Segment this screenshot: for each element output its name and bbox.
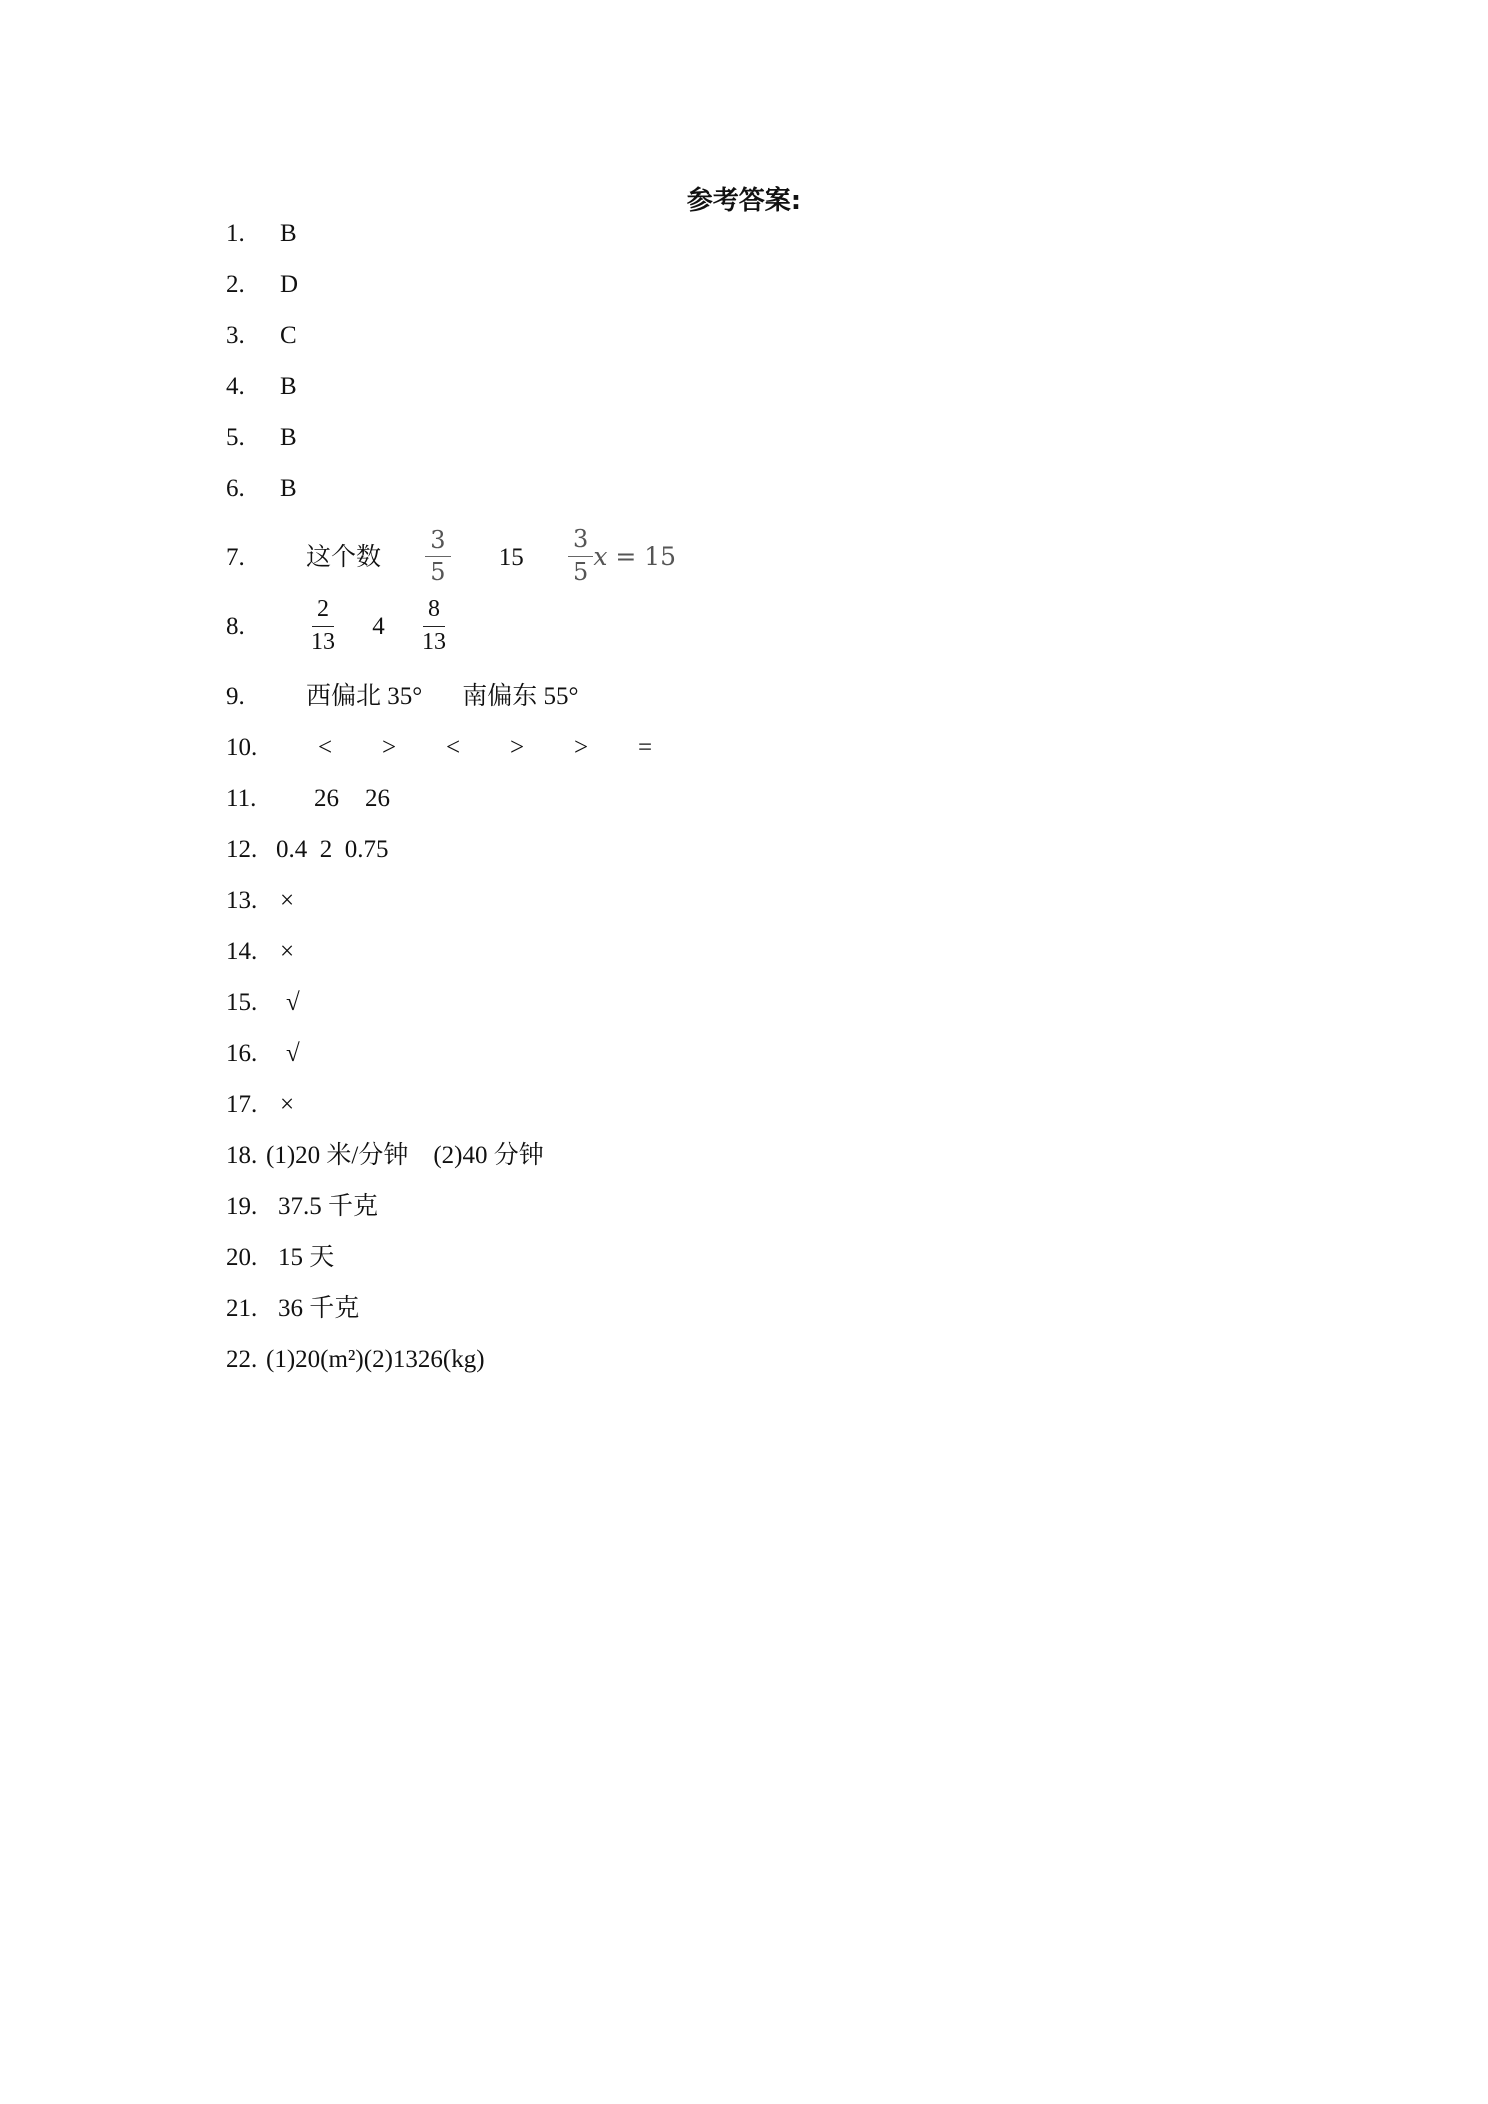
fraction xyxy=(306,596,340,656)
answer-text: (1)20 米/分钟 (2)40 分钟 xyxy=(266,1142,544,1169)
answer-20 xyxy=(226,1238,334,1278)
answer-number: 8. xyxy=(226,613,245,640)
answer-text: 36 千克 xyxy=(278,1295,360,1322)
comparison-symbol: = xyxy=(638,734,653,761)
answer-18 xyxy=(226,1136,544,1176)
answer-number: 22. xyxy=(226,1346,258,1373)
comparison-symbol: > xyxy=(574,734,589,761)
answer-text: B xyxy=(280,373,297,400)
answer-16 xyxy=(226,1034,300,1074)
answer-19 xyxy=(226,1187,378,1227)
answer-9 xyxy=(226,677,579,717)
answer-12 xyxy=(226,830,389,870)
answer-text: 15 天 xyxy=(278,1244,335,1271)
answer-15 xyxy=(226,983,300,1023)
answer-number: 21. xyxy=(226,1295,258,1322)
answer-11 xyxy=(226,779,390,819)
answer-number: 14. xyxy=(226,938,258,965)
answer-number: 15. xyxy=(226,989,258,1016)
answer-text: √ xyxy=(286,1040,300,1067)
answer-number: 13. xyxy=(226,887,258,914)
answer-13 xyxy=(226,881,294,921)
numerator: 8 xyxy=(423,596,445,627)
answer-number: 5. xyxy=(226,424,245,451)
comparison-symbol: < xyxy=(318,734,333,761)
denominator: 13 xyxy=(311,628,335,655)
comparison-symbol: > xyxy=(510,734,525,761)
answer-text: C xyxy=(280,322,297,349)
answer-text: × xyxy=(280,1091,295,1118)
answer-text: 0.4 2 0.75 xyxy=(276,836,389,863)
answer-number: 20. xyxy=(226,1244,258,1271)
fraction xyxy=(568,526,593,586)
answer-number: 4. xyxy=(226,373,245,400)
answer-1 xyxy=(226,214,297,254)
numerator: 3 xyxy=(568,526,593,557)
answer-part-2: 4 xyxy=(372,613,385,640)
numerator: 3 xyxy=(425,527,450,558)
answer-14 xyxy=(226,932,294,972)
answer-part-2: 15 xyxy=(498,543,524,571)
answer-part-2: 南偏东 55° xyxy=(462,683,579,710)
answer-number: 11. xyxy=(226,785,257,812)
answer-2 xyxy=(226,265,298,305)
answer-7 xyxy=(226,525,677,587)
answer-number: 3. xyxy=(226,322,245,349)
answer-number: 9. xyxy=(226,683,245,710)
answer-number: 10. xyxy=(226,734,258,761)
answer-text: B xyxy=(280,220,297,247)
answer-6 xyxy=(226,469,297,509)
answer-text: × xyxy=(280,887,295,914)
fraction xyxy=(417,596,451,656)
answer-number: 16. xyxy=(226,1040,258,1067)
comparison-symbol: > xyxy=(382,734,397,761)
answer-21 xyxy=(226,1289,359,1329)
equation-rest: = 15 xyxy=(607,541,677,571)
answer-number: 6. xyxy=(226,475,245,502)
page-title: 参考答案: xyxy=(686,186,802,216)
answer-text: (1)20(m²)(2)1326(kg) xyxy=(266,1346,485,1373)
comparison-symbol: < xyxy=(446,734,461,761)
answer-part-1: 26 xyxy=(314,785,339,812)
answer-text: 37.5 千克 xyxy=(278,1193,379,1220)
answer-text: × xyxy=(280,938,295,965)
numerator: 2 xyxy=(312,596,334,627)
answer-number: 2. xyxy=(226,271,245,298)
answer-part-1: 这个数 xyxy=(306,543,382,571)
answer-text: B xyxy=(280,424,297,451)
answer-number: 19. xyxy=(226,1193,258,1220)
answer-22 xyxy=(226,1340,485,1380)
answer-text: B xyxy=(280,475,297,502)
answer-8 xyxy=(226,594,451,660)
answer-number: 12. xyxy=(226,836,258,863)
answer-number: 1. xyxy=(226,220,245,247)
answer-10 xyxy=(226,728,702,768)
answer-number: 18. xyxy=(226,1142,258,1169)
denominator: 5 xyxy=(430,558,446,587)
answer-number: 17. xyxy=(226,1091,258,1118)
answer-part-2: 26 xyxy=(365,785,390,812)
equation xyxy=(568,525,677,586)
answer-4 xyxy=(226,367,297,407)
answer-part-1: 西偏北 35° xyxy=(306,683,423,710)
answer-5 xyxy=(226,418,297,458)
answer-text: √ xyxy=(286,989,300,1016)
denominator: 5 xyxy=(573,557,589,586)
variable: x xyxy=(593,541,608,571)
denominator: 13 xyxy=(422,628,446,655)
answer-3 xyxy=(226,316,297,356)
answer-text: D xyxy=(280,271,299,298)
answer-17 xyxy=(226,1085,294,1125)
answer-number: 7. xyxy=(226,543,245,571)
fraction xyxy=(425,527,450,587)
